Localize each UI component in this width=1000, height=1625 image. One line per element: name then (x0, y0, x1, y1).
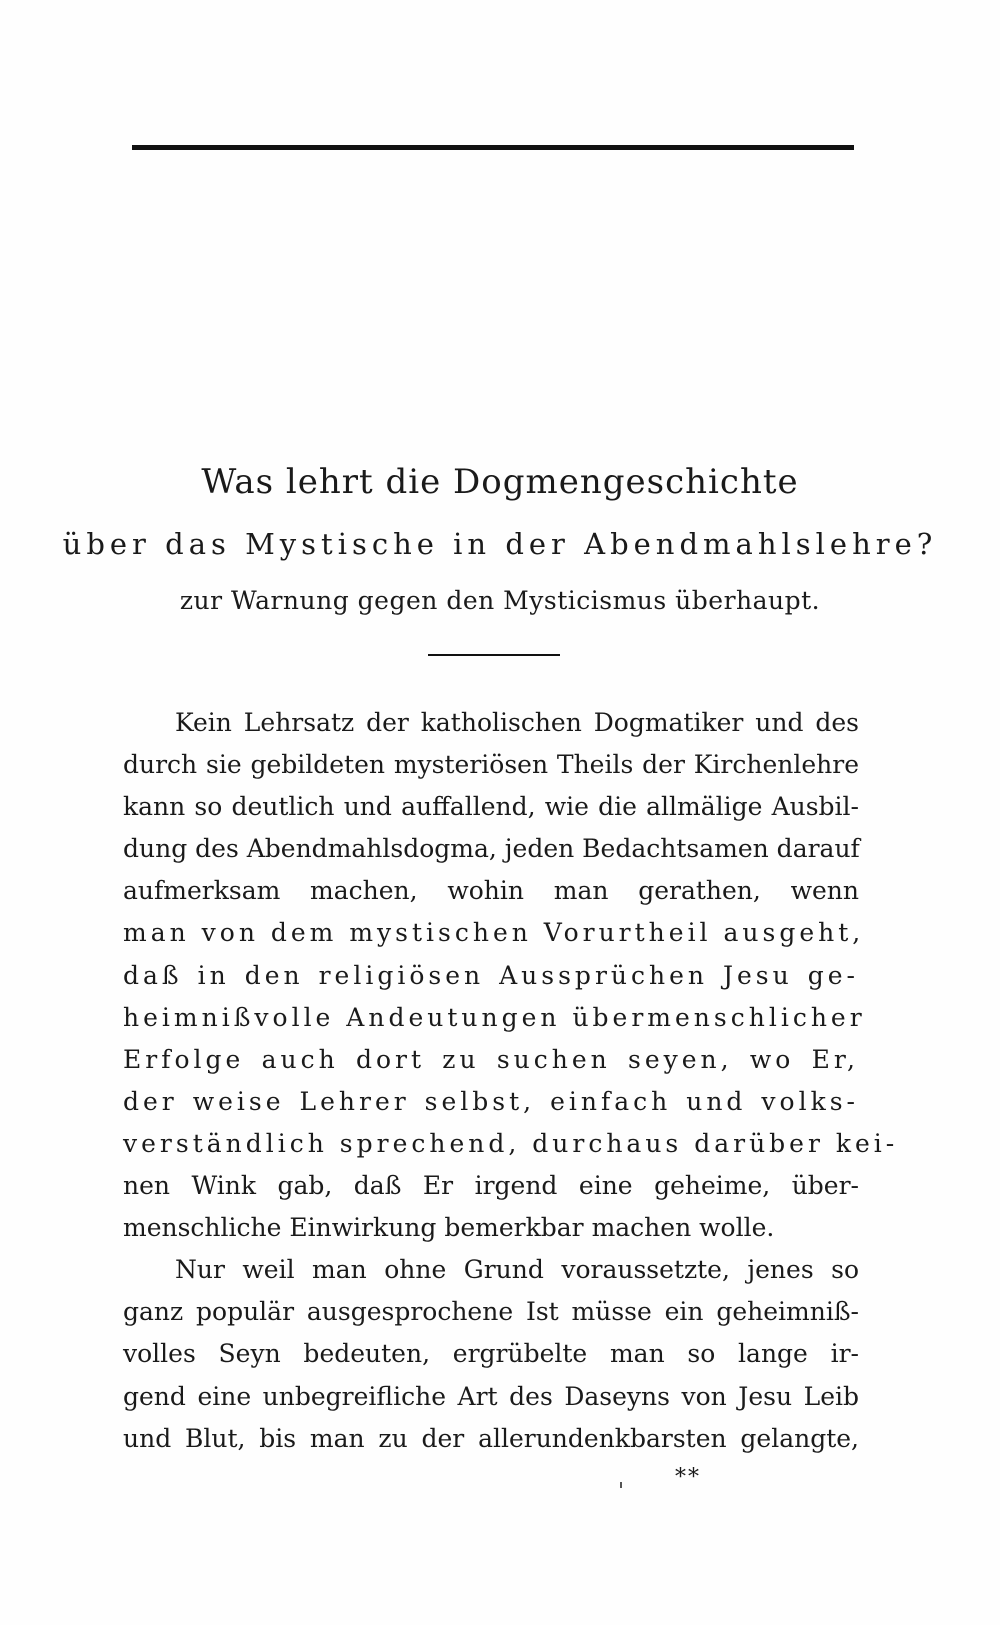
signature-mark: ** (675, 1465, 701, 1490)
print-speck (620, 1482, 622, 1488)
text-line: verständlich sprechend, durchaus darüber kei- (123, 1128, 899, 1158)
text-line: menschliche Einwirkung bemerkbar machen wolle. (123, 1213, 775, 1243)
text-line: und Blut, bis man zu der allerundenkbarsten gelangte, (123, 1423, 859, 1453)
text-line: kann so deutlich und auffallend, wie die allmälige Ausbil- (123, 792, 859, 822)
body-text (123, 702, 899, 1460)
text-line: volles Seyn bedeuten, ergrübelte man so lange ir- (123, 1339, 859, 1369)
text-line: daß in den religiösen Aussprüchen Jesu ge- (123, 960, 859, 990)
text-line: aufmerksam machen, wohin man gerathen, wenn (123, 876, 859, 906)
text-line: ganz populär ausgesprochene Ist müsse ein geheimniß- (123, 1297, 859, 1327)
text-line: durch sie gebildeten mysteriösen Theils der Kirchenlehre (123, 750, 859, 780)
chapter-subtitle-2: zur Warnung gegen den Mysticismus überhaupt. (179, 586, 821, 615)
chapter-title: Was lehrt die Dogmengeschichte (201, 462, 799, 502)
text-line: gend eine unbegreifliche Art des Daseyns von Jesu Leib (123, 1381, 859, 1411)
text-line: man von dem mystischen Vorurtheil ausgeht, (123, 918, 865, 948)
title-block (0, 452, 1000, 628)
text-line: nen Wink gab, daß Er irgend eine geheime, über- (123, 1171, 859, 1201)
text-line: dung des Abendmahlsdogma, jeden Bedachtsamen darauf (123, 834, 860, 864)
top-rule (132, 145, 854, 150)
text-line: Kein Lehrsatz der katholischen Dogmatiker und des (175, 708, 859, 737)
text-line: heimnißvolle Andeutungen übermenschlicher (123, 1002, 866, 1032)
separator-rule (428, 654, 560, 656)
text-line: der weise Lehrer selbst, einfach und volks- (123, 1086, 859, 1116)
text-line: Erfolge auch dort zu suchen seyen, wo Er, (123, 1044, 859, 1074)
text-line: Nur weil man ohne Grund voraussetzte, jenes so (175, 1255, 859, 1285)
chapter-subtitle: über das Mystische in der Abendmahlslehre? (62, 527, 938, 561)
